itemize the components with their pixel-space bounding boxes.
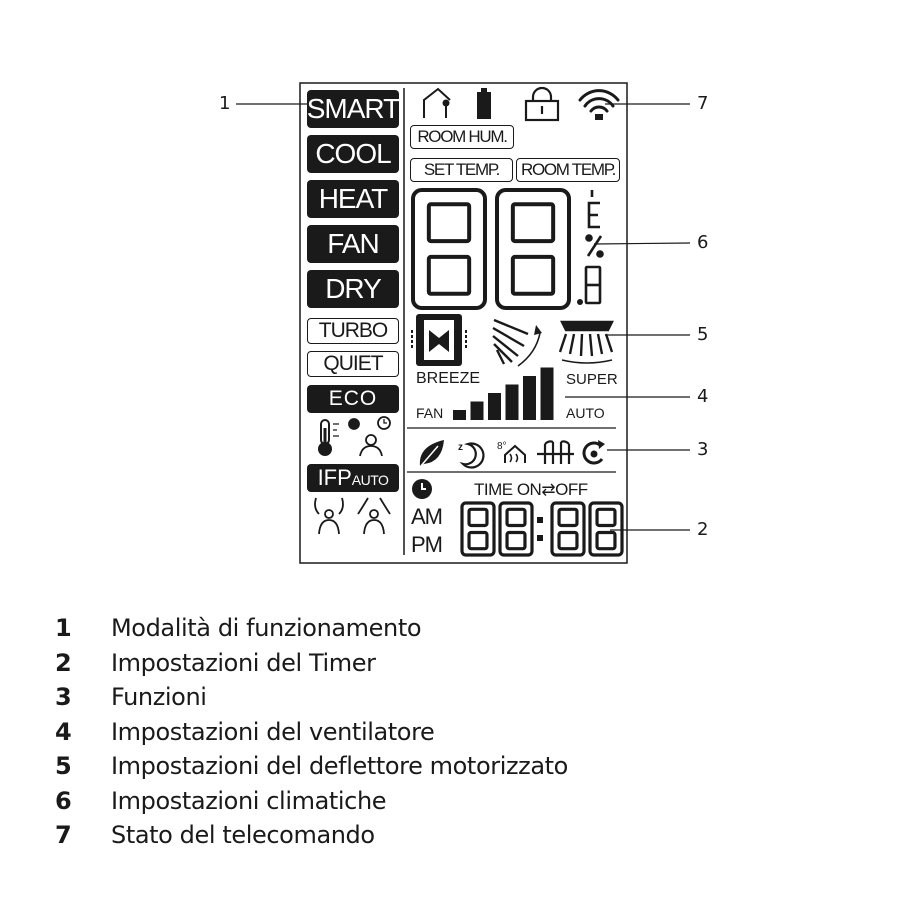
legend-text: Modalità di funzionamento: [111, 614, 422, 643]
legend-item: [55, 646, 568, 681]
temp-digit: [413, 190, 485, 308]
tag-set-temp: SET TEMP.: [410, 158, 513, 182]
legend-item: [55, 715, 568, 750]
legend-item: [55, 784, 568, 819]
timer-digit-segment-hole: [507, 509, 525, 525]
legend-item: [55, 749, 568, 784]
eight-degree-heat-icon: [497, 441, 525, 463]
follow-me-icon: [349, 417, 390, 456]
leaf-icon: [420, 440, 444, 467]
wifi-icon: [580, 91, 618, 120]
mode-eco: ECO: [307, 385, 399, 413]
legend-text: Stato del telecomando: [111, 821, 375, 850]
label-super: SUPER: [566, 371, 618, 388]
timer-off-label: OFF: [555, 480, 588, 499]
mode-dry: DRY: [307, 270, 399, 308]
callout-1: 1: [219, 93, 231, 114]
legend-number: 1: [55, 614, 72, 643]
legend-item: [55, 680, 568, 715]
humidity-indicators: [577, 190, 603, 305]
timer-arrow: ⇄: [541, 480, 556, 499]
mode-turbo: TURBO: [307, 318, 399, 344]
callout-3: 3: [697, 439, 709, 460]
timer-digit-segment-hole: [507, 533, 525, 549]
callout-5: 5: [697, 324, 709, 345]
legend-number: 7: [55, 821, 72, 850]
temp-digit-segment-hole: [513, 257, 553, 294]
mode-fan: FAN: [307, 225, 399, 263]
temperature-digits: [413, 190, 569, 308]
swing-horizontal-icon: [560, 322, 612, 363]
timer-digit-segment-hole: [469, 509, 487, 525]
svg-text:z: z: [458, 442, 463, 453]
sleep-icon: [458, 442, 483, 467]
mode-smart: SMART: [307, 90, 399, 128]
mode-quiet: QUIET: [307, 351, 399, 377]
ifp-auto-label: AUTO: [351, 472, 389, 488]
legend-text: Impostazioni climatiche: [111, 786, 387, 815]
fan-level-bar: [541, 368, 554, 421]
legend-list: [55, 611, 568, 853]
fan-level-bar: [488, 393, 501, 420]
label-fan: FAN: [416, 405, 444, 421]
mode-cool: COOL: [307, 135, 399, 173]
thermometer-icon: [319, 420, 339, 455]
legend-number: 5: [55, 752, 72, 781]
mode-heat: HEAT: [307, 180, 399, 218]
timer-colon-top: [537, 517, 543, 523]
home-sensor-icon: [424, 89, 450, 118]
airflow-person-icon: [315, 498, 390, 534]
tag-room-hum: ROOM HUM.: [410, 125, 514, 149]
timer-colon-bottom: [537, 535, 543, 541]
legend-text: Impostazioni del deflettore motorizzato: [111, 752, 568, 781]
fan-level-bar: [471, 402, 484, 421]
fan-level-bar: [523, 376, 536, 420]
heater-icon: [537, 441, 574, 464]
ifp-badge: [307, 464, 399, 492]
legend-item: [55, 818, 568, 853]
indicator-e: [589, 203, 600, 227]
legend-text: Impostazioni del Timer: [111, 648, 376, 677]
label-auto: AUTO: [566, 405, 605, 421]
callout-6: 6: [697, 232, 709, 253]
timer-on-label: TIME ON: [474, 480, 542, 499]
svg-text:8°: 8°: [497, 441, 507, 452]
timer-digit-segment-hole: [559, 533, 577, 549]
timer-digit-segment-hole: [469, 533, 487, 549]
fan-level-bar: [506, 385, 519, 421]
lock-icon: [526, 88, 558, 120]
breeze-fan-icon: [412, 314, 466, 366]
battery-icon: [477, 88, 491, 119]
timer-digit-segment-hole: [559, 509, 577, 525]
tag-room-temp: ROOM TEMP.: [516, 158, 620, 182]
legend-number: 4: [55, 717, 72, 746]
clock-icon: [412, 479, 432, 499]
timer-digits: [462, 503, 622, 555]
self-clean-icon: [584, 440, 605, 463]
temp-digit-segment-hole: [429, 204, 469, 241]
legend-number: 2: [55, 648, 72, 677]
temp-digit-segment-hole: [513, 204, 553, 241]
callout-line-6: [594, 243, 690, 244]
legend-text: Funzioni: [111, 683, 207, 712]
ifp-label: IFP: [317, 465, 352, 490]
label-pm: PM: [411, 532, 442, 557]
legend-text: Impostazioni del ventilatore: [111, 717, 435, 746]
label-breeze: BREEZE: [416, 370, 481, 387]
callout-7: 7: [697, 93, 709, 114]
fan-level-bar: [453, 410, 466, 420]
callout-2: 2: [697, 519, 709, 540]
legend-item: [55, 611, 568, 646]
label-am: AM: [411, 504, 442, 529]
timer-label: [474, 480, 588, 500]
temp-digit-segment-hole: [429, 257, 469, 294]
timer-digit-segment-hole: [597, 533, 615, 549]
timer-digit-segment-hole: [597, 509, 615, 525]
legend-number: 3: [55, 683, 72, 712]
callout-4: 4: [697, 386, 709, 407]
legend-number: 6: [55, 786, 72, 815]
swing-vertical-icon: [493, 320, 542, 366]
temp-digit: [497, 190, 569, 308]
